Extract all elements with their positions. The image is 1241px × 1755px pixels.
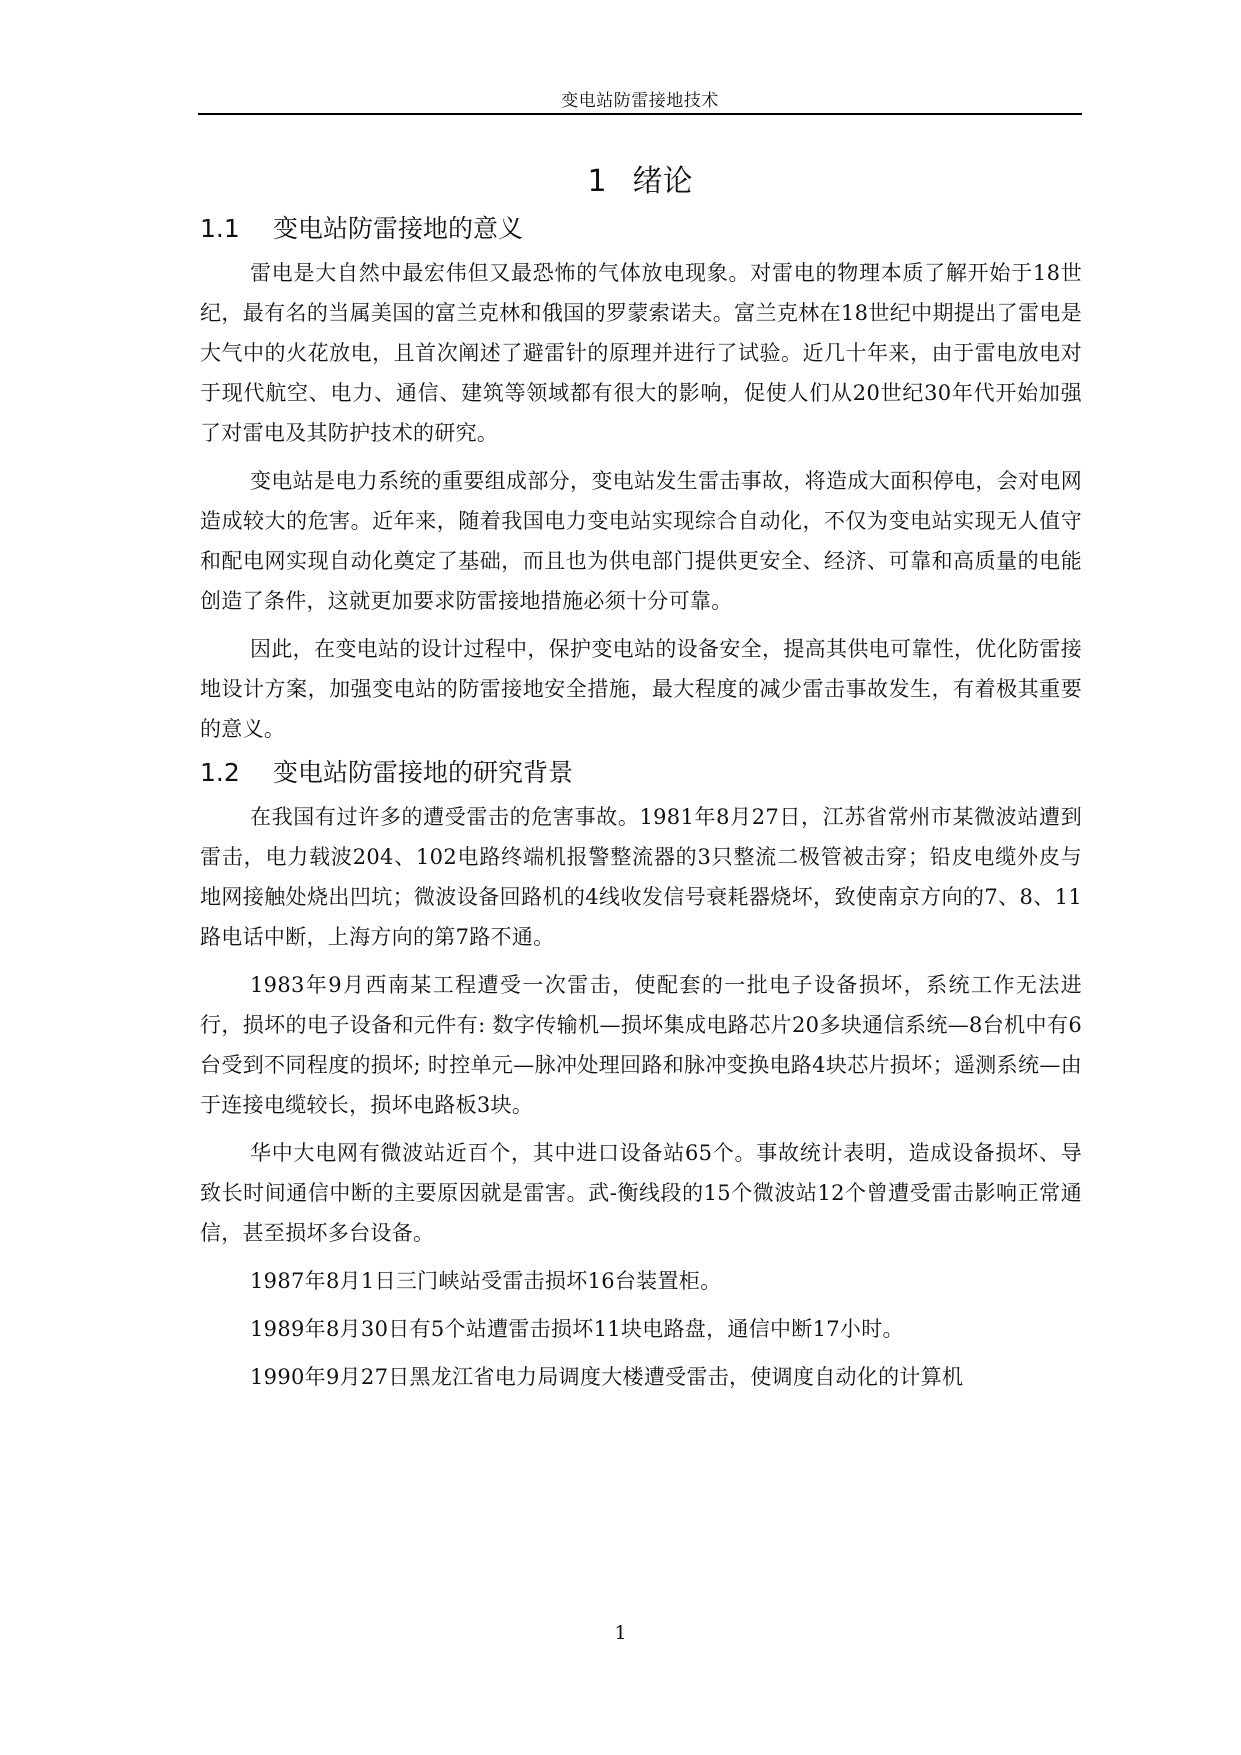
- paragraph: 华中大电网有微波站近百个，其中进口设备站65个。事故统计表明，造成设备损坏、导致长时间通信中断的主要原因就是雷害。武-衡线段的15个微波站12个曾遭受雷击影响正常通信，甚至损坏多台设备。: [200, 1141, 1082, 1245]
- chapter-title: [198, 156, 1082, 200]
- paragraph: 1983年9月西南某工程遭受一次雷击，使配套的一批电子设备损坏，系统工作无法进行，损坏的电子设备和元件有: 数字传输机—损坏集成电路芯片20多块通信系统—8台机中有6台受到不同程度的损坏; 时控单元—脉冲处理回路和脉冲变换电路4块芯片损坏；遥测系统—由于连接电缆较长，损坏电路板3块。: [200, 973, 1082, 1117]
- paragraph: 因此，在变电站的设计过程中，保护变电站的设备安全，提高其供电可靠性，优化防雷接地设计方案，加强变电站的防雷接地安全措施，最大程度的减少雷击事故发生，有着极其重要的意义。: [200, 637, 1082, 741]
- section-title: 变电站防雷接地的意义: [273, 214, 524, 243]
- header-rule: [198, 113, 1082, 115]
- paragraph: 雷电是大自然中最宏伟但又最恐怖的气体放电现象。对雷电的物理本质了解开始于18世纪，最有名的当属美国的富兰克林和俄国的罗蒙索诺夫。富兰克林在18世纪中期提出了雷电是大气中的火花放电，且首次阐述了避雷针的原理并进行了试验。近几十年来，由于雷电放电对于现代航空、电力、通信、建筑等领域都有很大的影响，促使人们从20世纪30年代开始加强了对雷电及其防护技术的研究。: [200, 261, 1082, 445]
- chapter-number: 1: [587, 164, 607, 199]
- running-header: 变电站防雷接地技术: [561, 91, 719, 111]
- section-heading: [200, 749, 1082, 797]
- chapter-title-text: 绪论: [632, 164, 693, 199]
- section-number: 1.2: [200, 758, 240, 787]
- body-content: [200, 205, 1082, 1397]
- paragraph: 1990年9月27日黑龙江省电力局调度大楼遭受雷击，使调度自动化的计算机: [250, 1365, 964, 1389]
- paragraph: 变电站是电力系统的重要组成部分，变电站发生雷击事故，将造成大面积停电，会对电网造成较大的危害。近年来，随着我国电力变电站实现综合自动化，不仅为变电站实现无人值守和配电网实现自动化奠定了基础，而且也为供电部门提供更安全、经济、可靠和高质量的电能创造了条件，这就更加要求防雷接地措施必须十分可靠。: [200, 469, 1082, 613]
- paragraph: 1989年8月30日有5个站遭雷击损坏11块电路盘，通信中断17小时。: [250, 1317, 904, 1341]
- paragraph: 在我国有过许多的遭受雷击的危害事故。1981年8月27日，江苏省常州市某微波站遭到雷击，电力载波204、102电路终端机报警整流器的3只整流二极管被击穿；铅皮电缆外皮与地网接触处烧出凹坑；微波设备回路机的4线收发信号衰耗器烧坏，致使南京方向的7、8、11路电话中断，上海方向的第7路不通。: [200, 805, 1082, 949]
- section-heading: [200, 205, 1082, 253]
- section-title: 变电站防雷接地的研究背景: [273, 758, 574, 787]
- page-number: 1: [614, 1622, 627, 1644]
- paragraph: 1987年8月1日三门峡站受雷击损坏16台装置柜。: [250, 1269, 722, 1293]
- section-number: 1.1: [200, 214, 240, 243]
